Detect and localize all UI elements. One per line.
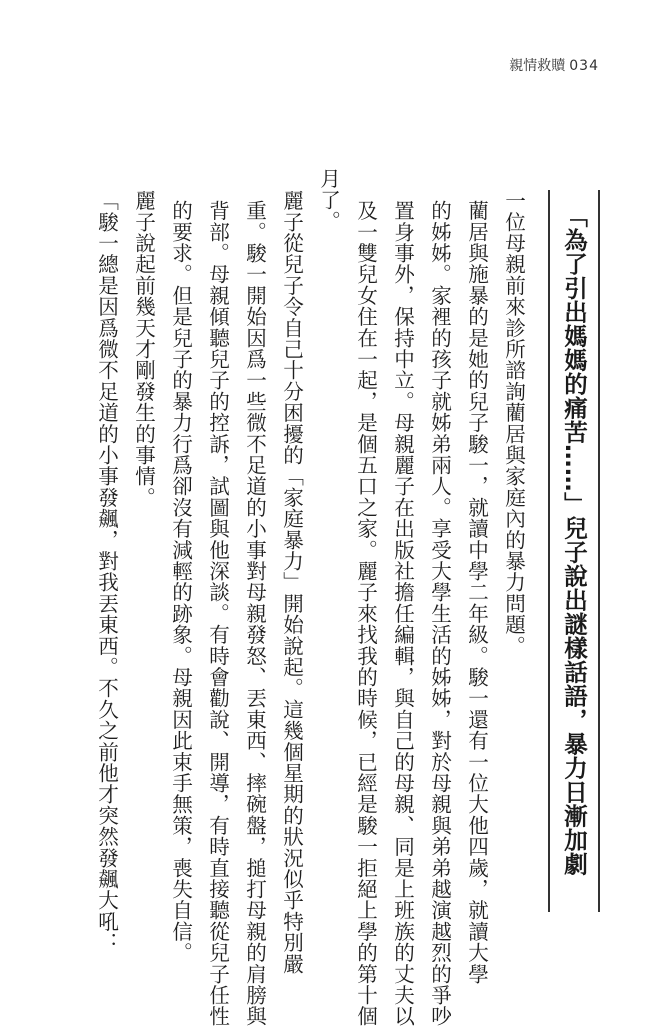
- body-column-1: 一位母親前來診所諮詢藺居與家庭內的暴力問題。: [501, 190, 526, 657]
- body-column-6: 月了。: [316, 168, 341, 232]
- section-title-box: [548, 190, 600, 912]
- body-column-10: 的要求。但是兒子的暴力行爲卻沒有減輕的跡象。母親因此束手無策，喪失自信。: [168, 200, 193, 964]
- body-column-12: 「駿一總是因爲微不足道的小事發飆，對我丟東西。不久之前他才突然發飆大吼：: [94, 190, 119, 954]
- body-column-3: 的姊姊。家裡的孩子就姊弟兩人。享受大學生活的姊姊，對於母親與弟弟越演越烈的爭吵: [427, 200, 452, 1027]
- body-column-2: 藺居與施暴的是她的兒子駿一，就讀中學二年級。駿一還有一位大他四歲，就讀大學: [464, 200, 489, 985]
- page-number: 034: [569, 58, 599, 74]
- body-column-4: 置身事外，保持中立。母親麗子在出版社擔任編輯，與自己的母親、同是上班族的丈夫以: [390, 200, 415, 1027]
- body-column-8: 重。駿一開始因爲一些微不足道的小事對母親發怒、丟東西、摔碗盤，搥打母親的肩膀與: [242, 200, 267, 1027]
- body-column-7: 麗子從兒子令自己十分困擾的「家庭暴力」開始說起。這幾個星期的狀況似乎特別嚴: [279, 190, 304, 975]
- section-title: 「為了引出媽媽的痛苦……」兒子說出謎樣話語，暴力日漸加劇: [560, 204, 588, 876]
- running-header: [509, 55, 599, 75]
- body-column-5: 及一雙兒女住在一起，是個五口之家。麗子來找我的時候，已經是駿一拒絕上學的第十個: [353, 200, 378, 1027]
- body-column-11: 麗子說起前幾天才剛發生的事情。: [131, 190, 156, 508]
- book-title: 親情救贖: [509, 58, 566, 74]
- body-column-9: 背部。母親傾聽兒子的控訴，試圖與他深談。有時會勸說、開導，有時直接聽從兒子任性: [205, 200, 230, 1027]
